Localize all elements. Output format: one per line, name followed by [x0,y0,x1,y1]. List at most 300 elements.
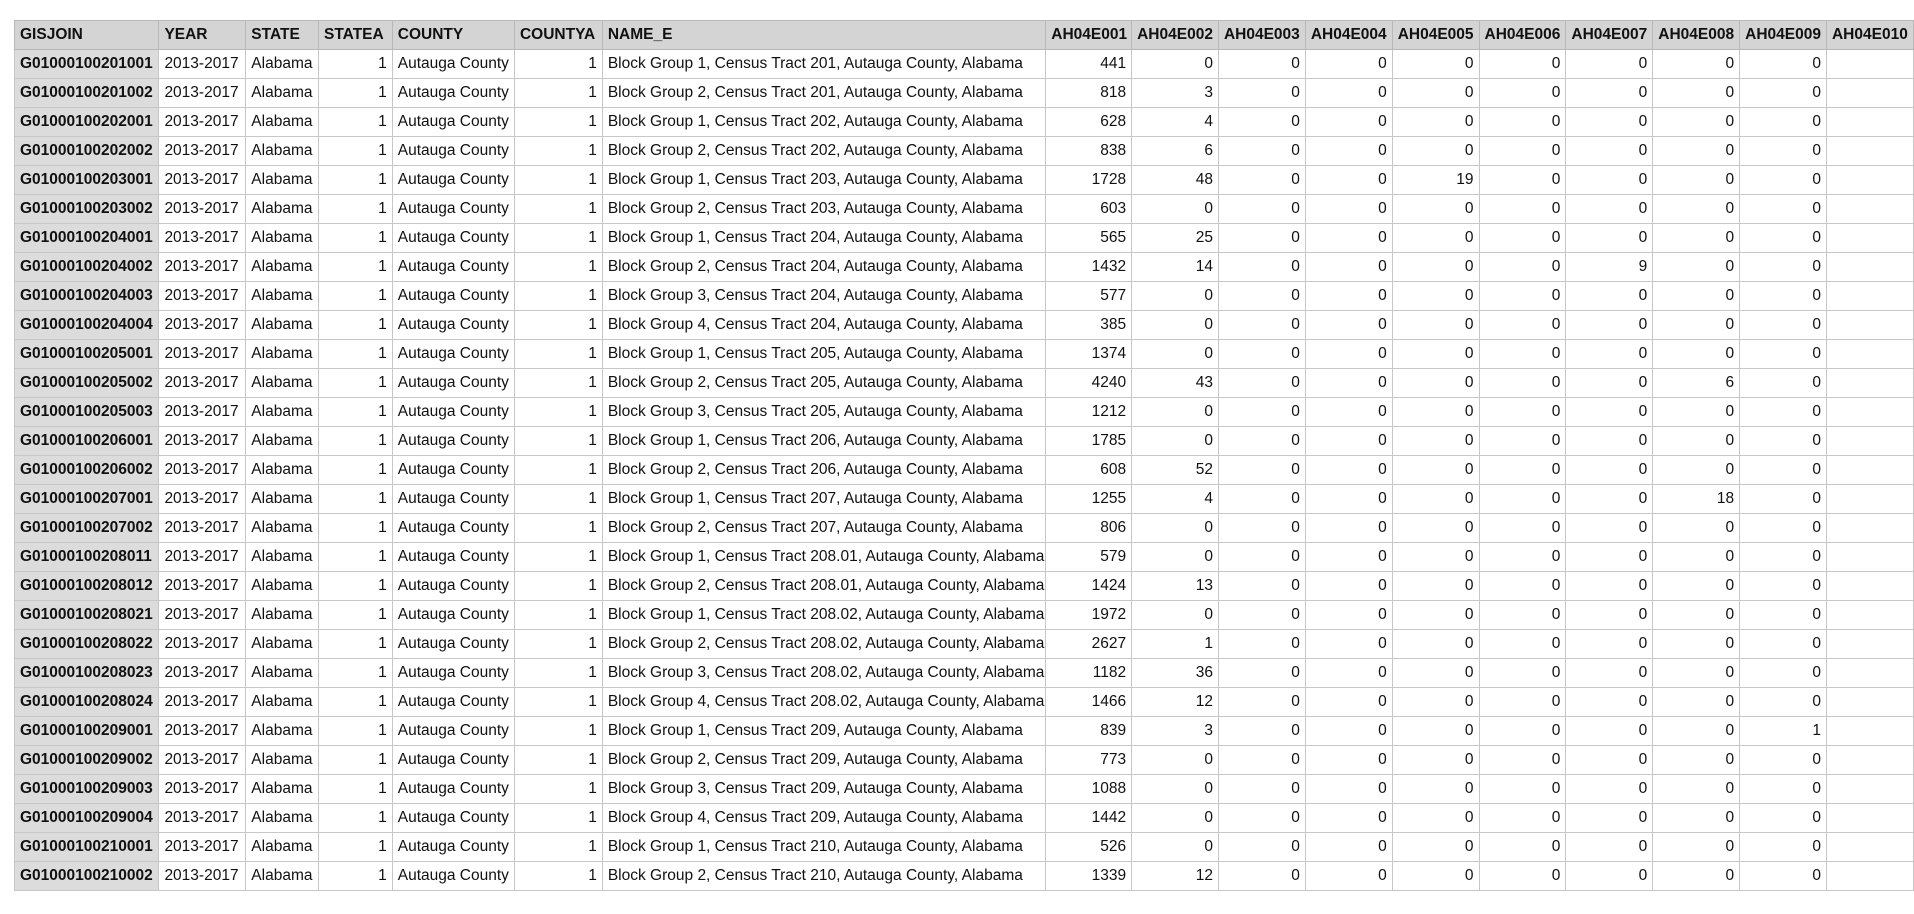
cell-ah04e008[interactable]: 0 [1653,311,1740,340]
cell-gisjoin[interactable]: G01000100209004 [15,804,159,833]
cell-gisjoin[interactable]: G01000100205001 [15,340,159,369]
table-row[interactable] [15,79,1914,108]
cell-ah04e005[interactable]: 0 [1392,224,1479,253]
cell-ah04e006[interactable]: 0 [1479,717,1566,746]
cell-name-e[interactable]: Block Group 1, Census Tract 208.01, Autauga County, Alabama [602,543,1045,572]
cell-ah04e010[interactable] [1826,311,1913,340]
cell-countya[interactable]: 1 [514,137,602,166]
cell-gisjoin[interactable]: G01000100206002 [15,456,159,485]
cell-ah04e006[interactable]: 0 [1479,746,1566,775]
cell-ah04e010[interactable] [1826,195,1913,224]
cell-ah04e002[interactable]: 0 [1132,340,1219,369]
cell-name-e[interactable]: Block Group 2, Census Tract 203, Autauga County, Alabama [602,195,1045,224]
cell-gisjoin[interactable]: G01000100208021 [15,601,159,630]
cell-ah04e005[interactable]: 0 [1392,485,1479,514]
cell-ah04e006[interactable]: 0 [1479,166,1566,195]
column-header-ah04e009[interactable]: AH04E009 [1740,21,1827,50]
cell-county[interactable]: Autauga County [392,340,514,369]
cell-ah04e010[interactable] [1826,253,1913,282]
cell-statea[interactable]: 1 [319,514,393,543]
cell-ah04e010[interactable] [1826,79,1913,108]
cell-ah04e008[interactable]: 18 [1653,485,1740,514]
cell-ah04e003[interactable]: 0 [1218,862,1305,891]
table-row[interactable] [15,775,1914,804]
cell-ah04e004[interactable]: 0 [1305,253,1392,282]
cell-ah04e001[interactable]: 1255 [1046,485,1132,514]
cell-name-e[interactable]: Block Group 2, Census Tract 208.02, Autauga County, Alabama [602,630,1045,659]
cell-ah04e004[interactable]: 0 [1305,514,1392,543]
cell-state[interactable]: Alabama [246,572,319,601]
table-row[interactable] [15,456,1914,485]
cell-ah04e003[interactable]: 0 [1218,253,1305,282]
cell-ah04e002[interactable]: 0 [1132,50,1219,79]
cell-state[interactable]: Alabama [246,108,319,137]
cell-ah04e001[interactable]: 1374 [1046,340,1132,369]
cell-ah04e006[interactable]: 0 [1479,833,1566,862]
cell-ah04e010[interactable] [1826,514,1913,543]
cell-countya[interactable]: 1 [514,601,602,630]
cell-state[interactable]: Alabama [246,50,319,79]
cell-ah04e007[interactable]: 0 [1566,108,1653,137]
cell-ah04e007[interactable]: 0 [1566,833,1653,862]
cell-ah04e010[interactable] [1826,224,1913,253]
cell-state[interactable]: Alabama [246,601,319,630]
table-row[interactable] [15,253,1914,282]
cell-ah04e004[interactable]: 0 [1305,108,1392,137]
cell-county[interactable]: Autauga County [392,746,514,775]
cell-ah04e007[interactable]: 0 [1566,862,1653,891]
cell-ah04e007[interactable]: 0 [1566,717,1653,746]
spreadsheet-grid[interactable] [14,20,1908,914]
cell-ah04e005[interactable]: 0 [1392,398,1479,427]
table-row[interactable] [15,369,1914,398]
cell-ah04e006[interactable]: 0 [1479,688,1566,717]
cell-ah04e009[interactable]: 0 [1740,282,1827,311]
cell-county[interactable]: Autauga County [392,282,514,311]
cell-ah04e004[interactable]: 0 [1305,224,1392,253]
cell-ah04e006[interactable]: 0 [1479,427,1566,456]
column-header-gisjoin[interactable]: GISJOIN [15,21,159,50]
cell-ah04e009[interactable]: 0 [1740,862,1827,891]
cell-ah04e002[interactable]: 12 [1132,688,1219,717]
cell-ah04e001[interactable]: 565 [1046,224,1132,253]
cell-name-e[interactable]: Block Group 1, Census Tract 202, Autauga County, Alabama [602,108,1045,137]
cell-countya[interactable]: 1 [514,572,602,601]
cell-name-e[interactable]: Block Group 2, Census Tract 205, Autauga County, Alabama [602,369,1045,398]
cell-gisjoin[interactable]: G01000100202002 [15,137,159,166]
cell-gisjoin[interactable]: G01000100204003 [15,282,159,311]
cell-ah04e004[interactable]: 0 [1305,659,1392,688]
cell-year[interactable]: 2013-2017 [159,282,246,311]
cell-ah04e009[interactable]: 1 [1740,717,1827,746]
cell-county[interactable]: Autauga County [392,253,514,282]
table-row[interactable] [15,398,1914,427]
cell-ah04e003[interactable]: 0 [1218,775,1305,804]
cell-state[interactable]: Alabama [246,630,319,659]
cell-ah04e001[interactable]: 1432 [1046,253,1132,282]
cell-ah04e004[interactable]: 0 [1305,572,1392,601]
table-row[interactable] [15,137,1914,166]
cell-ah04e007[interactable]: 0 [1566,195,1653,224]
cell-ah04e004[interactable]: 0 [1305,601,1392,630]
cell-ah04e009[interactable]: 0 [1740,50,1827,79]
cell-statea[interactable]: 1 [319,862,393,891]
cell-year[interactable]: 2013-2017 [159,862,246,891]
column-header-ah04e008[interactable]: AH04E008 [1653,21,1740,50]
cell-ah04e003[interactable]: 0 [1218,224,1305,253]
cell-ah04e001[interactable]: 818 [1046,79,1132,108]
cell-ah04e008[interactable]: 0 [1653,195,1740,224]
cell-year[interactable]: 2013-2017 [159,572,246,601]
cell-ah04e005[interactable]: 0 [1392,282,1479,311]
cell-gisjoin[interactable]: G01000100208011 [15,543,159,572]
cell-ah04e009[interactable]: 0 [1740,79,1827,108]
cell-year[interactable]: 2013-2017 [159,137,246,166]
cell-ah04e005[interactable]: 0 [1392,50,1479,79]
cell-ah04e002[interactable]: 0 [1132,804,1219,833]
cell-countya[interactable]: 1 [514,514,602,543]
table-row[interactable] [15,514,1914,543]
cell-countya[interactable]: 1 [514,253,602,282]
cell-statea[interactable]: 1 [319,108,393,137]
cell-ah04e005[interactable]: 0 [1392,746,1479,775]
cell-ah04e001[interactable]: 577 [1046,282,1132,311]
cell-ah04e006[interactable]: 0 [1479,543,1566,572]
cell-name-e[interactable]: Block Group 2, Census Tract 210, Autauga County, Alabama [602,862,1045,891]
cell-year[interactable]: 2013-2017 [159,50,246,79]
cell-ah04e007[interactable]: 0 [1566,630,1653,659]
cell-ah04e003[interactable]: 0 [1218,601,1305,630]
cell-ah04e007[interactable]: 0 [1566,282,1653,311]
cell-ah04e001[interactable]: 773 [1046,746,1132,775]
cell-state[interactable]: Alabama [246,659,319,688]
cell-ah04e002[interactable]: 3 [1132,717,1219,746]
cell-ah04e007[interactable]: 0 [1566,514,1653,543]
cell-ah04e009[interactable]: 0 [1740,253,1827,282]
cell-ah04e006[interactable]: 0 [1479,282,1566,311]
cell-ah04e005[interactable]: 19 [1392,166,1479,195]
cell-countya[interactable]: 1 [514,340,602,369]
cell-gisjoin[interactable]: G01000100210001 [15,833,159,862]
cell-year[interactable]: 2013-2017 [159,514,246,543]
cell-ah04e005[interactable]: 0 [1392,630,1479,659]
cell-ah04e009[interactable]: 0 [1740,369,1827,398]
table-row[interactable] [15,224,1914,253]
cell-year[interactable]: 2013-2017 [159,398,246,427]
cell-ah04e005[interactable]: 0 [1392,717,1479,746]
cell-ah04e005[interactable]: 0 [1392,659,1479,688]
cell-county[interactable]: Autauga County [392,572,514,601]
cell-ah04e006[interactable]: 0 [1479,572,1566,601]
cell-ah04e008[interactable]: 0 [1653,137,1740,166]
cell-ah04e002[interactable]: 12 [1132,862,1219,891]
table-row[interactable] [15,195,1914,224]
cell-name-e[interactable]: Block Group 1, Census Tract 209, Autauga County, Alabama [602,717,1045,746]
table-row[interactable] [15,688,1914,717]
cell-countya[interactable]: 1 [514,108,602,137]
cell-ah04e010[interactable] [1826,456,1913,485]
cell-statea[interactable]: 1 [319,427,393,456]
cell-ah04e001[interactable]: 839 [1046,717,1132,746]
cell-countya[interactable]: 1 [514,717,602,746]
cell-gisjoin[interactable]: G01000100205003 [15,398,159,427]
cell-ah04e006[interactable]: 0 [1479,137,1566,166]
cell-ah04e002[interactable]: 0 [1132,543,1219,572]
column-header-ah04e001[interactable]: AH04E001 [1046,21,1132,50]
cell-ah04e007[interactable]: 0 [1566,659,1653,688]
cell-year[interactable]: 2013-2017 [159,79,246,108]
cell-ah04e006[interactable]: 0 [1479,224,1566,253]
cell-name-e[interactable]: Block Group 1, Census Tract 204, Autauga County, Alabama [602,224,1045,253]
cell-ah04e007[interactable]: 0 [1566,485,1653,514]
cell-gisjoin[interactable]: G01000100203002 [15,195,159,224]
cell-statea[interactable]: 1 [319,224,393,253]
cell-ah04e005[interactable]: 0 [1392,862,1479,891]
cell-year[interactable]: 2013-2017 [159,166,246,195]
cell-statea[interactable]: 1 [319,688,393,717]
cell-statea[interactable]: 1 [319,282,393,311]
cell-state[interactable]: Alabama [246,717,319,746]
cell-countya[interactable]: 1 [514,688,602,717]
cell-name-e[interactable]: Block Group 3, Census Tract 204, Autauga County, Alabama [602,282,1045,311]
cell-county[interactable]: Autauga County [392,79,514,108]
cell-ah04e004[interactable]: 0 [1305,833,1392,862]
cell-ah04e008[interactable]: 0 [1653,775,1740,804]
cell-gisjoin[interactable]: G01000100207002 [15,514,159,543]
cell-ah04e009[interactable]: 0 [1740,311,1827,340]
cell-ah04e005[interactable]: 0 [1392,543,1479,572]
cell-statea[interactable]: 1 [319,746,393,775]
cell-county[interactable]: Autauga County [392,427,514,456]
cell-ah04e004[interactable]: 0 [1305,195,1392,224]
cell-county[interactable]: Autauga County [392,804,514,833]
cell-ah04e004[interactable]: 0 [1305,50,1392,79]
cell-ah04e001[interactable]: 1785 [1046,427,1132,456]
cell-ah04e003[interactable]: 0 [1218,572,1305,601]
cell-ah04e001[interactable]: 1442 [1046,804,1132,833]
cell-countya[interactable]: 1 [514,398,602,427]
cell-ah04e002[interactable]: 3 [1132,79,1219,108]
cell-ah04e007[interactable]: 0 [1566,688,1653,717]
cell-county[interactable]: Autauga County [392,543,514,572]
cell-ah04e008[interactable]: 0 [1653,630,1740,659]
cell-statea[interactable]: 1 [319,485,393,514]
cell-year[interactable]: 2013-2017 [159,311,246,340]
cell-ah04e008[interactable]: 0 [1653,514,1740,543]
cell-ah04e003[interactable]: 0 [1218,804,1305,833]
column-header-ah04e003[interactable]: AH04E003 [1218,21,1305,50]
cell-ah04e009[interactable]: 0 [1740,601,1827,630]
cell-ah04e007[interactable]: 0 [1566,79,1653,108]
cell-ah04e005[interactable]: 0 [1392,137,1479,166]
cell-name-e[interactable]: Block Group 2, Census Tract 204, Autauga County, Alabama [602,253,1045,282]
cell-state[interactable]: Alabama [246,862,319,891]
table-row[interactable] [15,282,1914,311]
cell-name-e[interactable]: Block Group 1, Census Tract 210, Autauga County, Alabama [602,833,1045,862]
cell-ah04e010[interactable] [1826,601,1913,630]
cell-ah04e006[interactable]: 0 [1479,601,1566,630]
cell-gisjoin[interactable]: G01000100201001 [15,50,159,79]
column-header-state[interactable]: STATE [246,21,319,50]
cell-statea[interactable]: 1 [319,195,393,224]
cell-ah04e010[interactable] [1826,108,1913,137]
cell-ah04e007[interactable]: 0 [1566,369,1653,398]
cell-gisjoin[interactable]: G01000100207001 [15,485,159,514]
cell-ah04e009[interactable]: 0 [1740,688,1827,717]
cell-ah04e004[interactable]: 0 [1305,79,1392,108]
cell-ah04e003[interactable]: 0 [1218,514,1305,543]
cell-ah04e007[interactable]: 0 [1566,543,1653,572]
cell-ah04e001[interactable]: 2627 [1046,630,1132,659]
column-header-ah04e006[interactable]: AH04E006 [1479,21,1566,50]
cell-ah04e007[interactable]: 0 [1566,50,1653,79]
cell-year[interactable]: 2013-2017 [159,485,246,514]
cell-year[interactable]: 2013-2017 [159,717,246,746]
cell-ah04e010[interactable] [1826,746,1913,775]
cell-state[interactable]: Alabama [246,543,319,572]
cell-ah04e003[interactable]: 0 [1218,746,1305,775]
cell-statea[interactable]: 1 [319,340,393,369]
table-row[interactable] [15,311,1914,340]
cell-countya[interactable]: 1 [514,804,602,833]
cell-ah04e007[interactable]: 0 [1566,340,1653,369]
cell-ah04e001[interactable]: 1424 [1046,572,1132,601]
cell-county[interactable]: Autauga County [392,456,514,485]
cell-ah04e008[interactable]: 0 [1653,427,1740,456]
cell-ah04e004[interactable]: 0 [1305,282,1392,311]
cell-statea[interactable]: 1 [319,166,393,195]
cell-ah04e002[interactable]: 0 [1132,282,1219,311]
cell-ah04e006[interactable]: 0 [1479,108,1566,137]
cell-gisjoin[interactable]: G01000100204001 [15,224,159,253]
cell-ah04e008[interactable]: 0 [1653,659,1740,688]
cell-name-e[interactable]: Block Group 1, Census Tract 203, Autauga County, Alabama [602,166,1045,195]
cell-ah04e010[interactable] [1826,50,1913,79]
cell-ah04e002[interactable]: 0 [1132,514,1219,543]
cell-ah04e003[interactable]: 0 [1218,398,1305,427]
cell-ah04e007[interactable]: 0 [1566,572,1653,601]
cell-county[interactable]: Autauga County [392,775,514,804]
cell-ah04e001[interactable]: 1972 [1046,601,1132,630]
cell-ah04e003[interactable]: 0 [1218,282,1305,311]
cell-ah04e010[interactable] [1826,862,1913,891]
cell-ah04e008[interactable]: 0 [1653,340,1740,369]
cell-ah04e004[interactable]: 0 [1305,775,1392,804]
cell-ah04e010[interactable] [1826,688,1913,717]
cell-ah04e010[interactable] [1826,543,1913,572]
cell-year[interactable]: 2013-2017 [159,224,246,253]
cell-ah04e008[interactable]: 0 [1653,50,1740,79]
cell-ah04e002[interactable]: 13 [1132,572,1219,601]
cell-countya[interactable]: 1 [514,630,602,659]
cell-ah04e007[interactable]: 0 [1566,224,1653,253]
cell-year[interactable]: 2013-2017 [159,108,246,137]
cell-ah04e005[interactable]: 0 [1392,804,1479,833]
cell-ah04e004[interactable]: 0 [1305,688,1392,717]
cell-ah04e006[interactable]: 0 [1479,456,1566,485]
cell-ah04e010[interactable] [1826,833,1913,862]
column-header-name-e[interactable]: NAME_E [602,21,1045,50]
cell-ah04e006[interactable]: 0 [1479,340,1566,369]
cell-ah04e006[interactable]: 0 [1479,630,1566,659]
cell-ah04e001[interactable]: 1212 [1046,398,1132,427]
cell-name-e[interactable]: Block Group 1, Census Tract 207, Autauga County, Alabama [602,485,1045,514]
cell-ah04e008[interactable]: 0 [1653,79,1740,108]
cell-ah04e010[interactable] [1826,137,1913,166]
cell-name-e[interactable]: Block Group 1, Census Tract 205, Autauga County, Alabama [602,340,1045,369]
cell-ah04e003[interactable]: 0 [1218,659,1305,688]
cell-ah04e010[interactable] [1826,427,1913,456]
cell-gisjoin[interactable]: G01000100208022 [15,630,159,659]
column-header-ah04e005[interactable]: AH04E005 [1392,21,1479,50]
cell-ah04e007[interactable]: 0 [1566,427,1653,456]
cell-ah04e004[interactable]: 0 [1305,166,1392,195]
cell-ah04e002[interactable]: 48 [1132,166,1219,195]
column-header-ah04e004[interactable]: AH04E004 [1305,21,1392,50]
cell-ah04e007[interactable]: 0 [1566,398,1653,427]
cell-state[interactable]: Alabama [246,746,319,775]
cell-ah04e005[interactable]: 0 [1392,427,1479,456]
cell-state[interactable]: Alabama [246,311,319,340]
cell-ah04e006[interactable]: 0 [1479,195,1566,224]
cell-ah04e009[interactable]: 0 [1740,514,1827,543]
column-header-year[interactable]: YEAR [159,21,246,50]
cell-ah04e004[interactable]: 0 [1305,456,1392,485]
cell-county[interactable]: Autauga County [392,862,514,891]
cell-ah04e008[interactable]: 0 [1653,108,1740,137]
cell-ah04e003[interactable]: 0 [1218,485,1305,514]
cell-ah04e003[interactable]: 0 [1218,543,1305,572]
cell-countya[interactable]: 1 [514,79,602,108]
cell-countya[interactable]: 1 [514,833,602,862]
cell-gisjoin[interactable]: G01000100209001 [15,717,159,746]
cell-gisjoin[interactable]: G01000100208024 [15,688,159,717]
cell-year[interactable]: 2013-2017 [159,630,246,659]
cell-countya[interactable]: 1 [514,427,602,456]
cell-name-e[interactable]: Block Group 2, Census Tract 206, Autauga County, Alabama [602,456,1045,485]
cell-ah04e008[interactable]: 0 [1653,166,1740,195]
cell-ah04e006[interactable]: 0 [1479,253,1566,282]
cell-statea[interactable]: 1 [319,833,393,862]
cell-ah04e004[interactable]: 0 [1305,862,1392,891]
cell-countya[interactable]: 1 [514,224,602,253]
cell-ah04e003[interactable]: 0 [1218,717,1305,746]
cell-statea[interactable]: 1 [319,369,393,398]
cell-ah04e008[interactable]: 0 [1653,746,1740,775]
cell-ah04e002[interactable]: 52 [1132,456,1219,485]
cell-statea[interactable]: 1 [319,398,393,427]
cell-ah04e006[interactable]: 0 [1479,369,1566,398]
cell-ah04e001[interactable]: 603 [1046,195,1132,224]
cell-ah04e002[interactable]: 0 [1132,427,1219,456]
cell-year[interactable]: 2013-2017 [159,195,246,224]
cell-ah04e007[interactable]: 0 [1566,746,1653,775]
cell-ah04e002[interactable]: 4 [1132,485,1219,514]
cell-state[interactable]: Alabama [246,79,319,108]
cell-countya[interactable]: 1 [514,746,602,775]
cell-ah04e010[interactable] [1826,282,1913,311]
cell-county[interactable]: Autauga County [392,166,514,195]
cell-ah04e004[interactable]: 0 [1305,717,1392,746]
cell-ah04e007[interactable]: 0 [1566,456,1653,485]
cell-county[interactable]: Autauga County [392,311,514,340]
cell-ah04e009[interactable]: 0 [1740,485,1827,514]
cell-state[interactable]: Alabama [246,253,319,282]
cell-ah04e008[interactable]: 0 [1653,862,1740,891]
cell-ah04e002[interactable]: 0 [1132,195,1219,224]
cell-ah04e009[interactable]: 0 [1740,166,1827,195]
table-row[interactable] [15,746,1914,775]
